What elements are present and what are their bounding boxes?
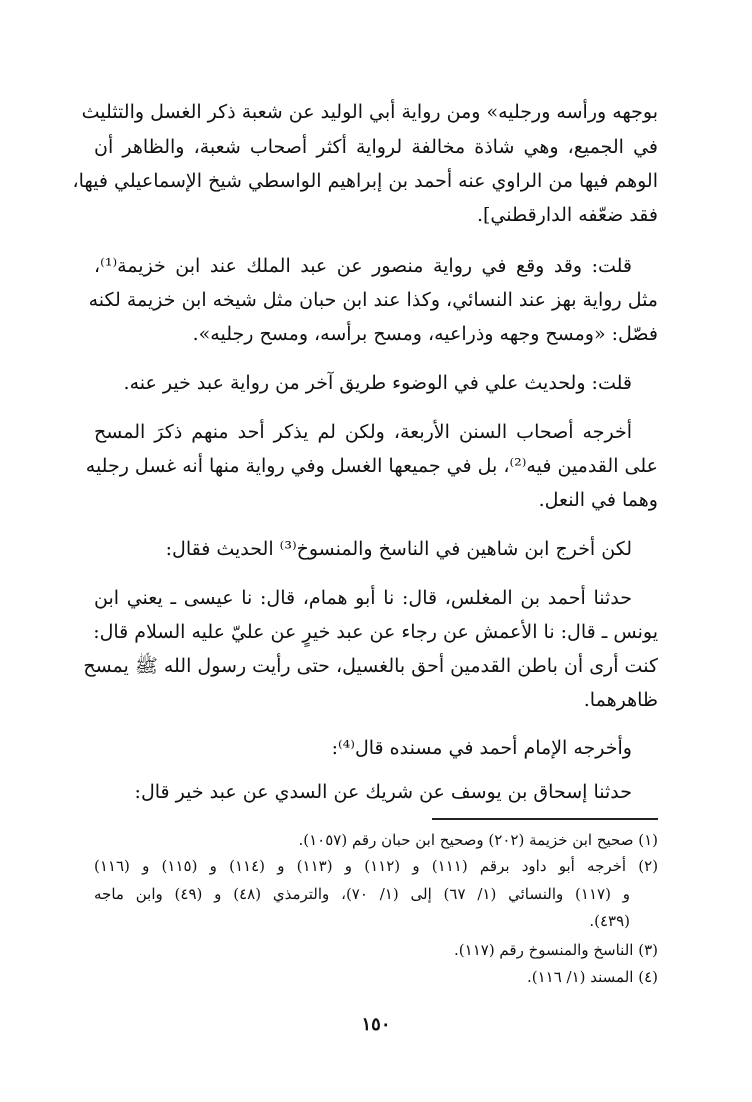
text-line: في الجميع، وهي شاذة مخالفة لرواية أكثر أصحاب شعبة، والظاهر أن: [94, 136, 658, 158]
footnote-line: (١) صحيح ابن خزيمة (٢٠٢) وصحيح ابن حبان رقم (١٠٥٧).: [298, 831, 658, 849]
footnote-line: (٣) الناسخ والمنسوخ رقم (١١٧).: [454, 941, 658, 959]
page-number: ١٥٠: [361, 1014, 391, 1035]
footnote-line: (٤٣٩).: [589, 912, 630, 930]
text-line: مثل رواية بهز عند النسائي، وكذا عند ابن حبان مثل شيخه ابن خزيمة لكنه: [88, 289, 658, 311]
text-line: وهما في النعل.: [538, 489, 658, 511]
text-line: قلت: وقد وقع في رواية منصور عن عبد الملك عند ابن خزيمة⁽¹⁾،: [94, 255, 632, 277]
text-line: الوهم فيها من الراوي عنه أحمد بن إبراهيم الواسطي شيخ الإسماعيلي فيها،: [72, 170, 658, 192]
text-line: كنت أرى أن باطن القدمين أحق بالغسيل، حتى رأيت رسول الله ﷺ يمسح: [83, 655, 658, 677]
text-line: ظاهرهما.: [583, 689, 658, 711]
text-line: لكن أخرج ابن شاهين في الناسخ والمنسوخ⁽³⁾ الحديث فقال:: [165, 538, 632, 560]
text-line: فقد ضعّفه الدارقطني].: [476, 204, 658, 226]
text-line: حدثنا إسحاق بن يوسف عن شريك عن السدي عن عبد خير قال:: [134, 781, 632, 803]
footnote-line: (٢) أخرجه أبو داود برقم (١١١) و (١١٢) و (١١٣) و (١١٤) و (١١٥) و (١١٦): [94, 857, 659, 875]
text-line: أخرجه أصحاب السنن الأربعة، ولكن لم يذكر أحد منهم ذكرَ المسح: [94, 421, 632, 443]
footnote-line: و (١١٧) والنسائي (١/ ٦٧) إلى (١/ ٧٠)، والترمذي (٤٨) و (٤٩) وابن ماجه: [94, 885, 630, 903]
text-line: قلت: ولحديث علي في الوضوء طريق آخر من رواية عبد خير عنه.: [123, 372, 632, 394]
text-line: فصّل: «ومسح وجهه وذراعيه، ومسح برأسه، ومسح رجليه».: [192, 323, 658, 345]
text-line: وأخرجه الإمام أحمد في مسنده قال⁽⁴⁾:: [331, 737, 632, 759]
text-line: على القدمين فيه⁽²⁾، بل في جميعها الغسل وفي رواية منها أنه غسل رجليه: [85, 455, 658, 477]
text-line: حدثنا أحمد بن المغلس، قال: نا أبو همام، قال: نا عيسى ـ يعني ابن: [94, 587, 632, 609]
footnote-line: (٤) المسند (١/ ١١٦).: [526, 968, 658, 986]
footnote-separator: [432, 818, 658, 820]
text-line: بوجهه ورأسه ورجليه» ومن رواية أبي الوليد عن شعبة ذكر الغسل والتثليث: [81, 101, 658, 123]
text-line: يونس ـ قال: نا الأعمش عن رجاء عن عبد خيرٍ عن عليّ عليه السلام قال:: [93, 621, 658, 643]
